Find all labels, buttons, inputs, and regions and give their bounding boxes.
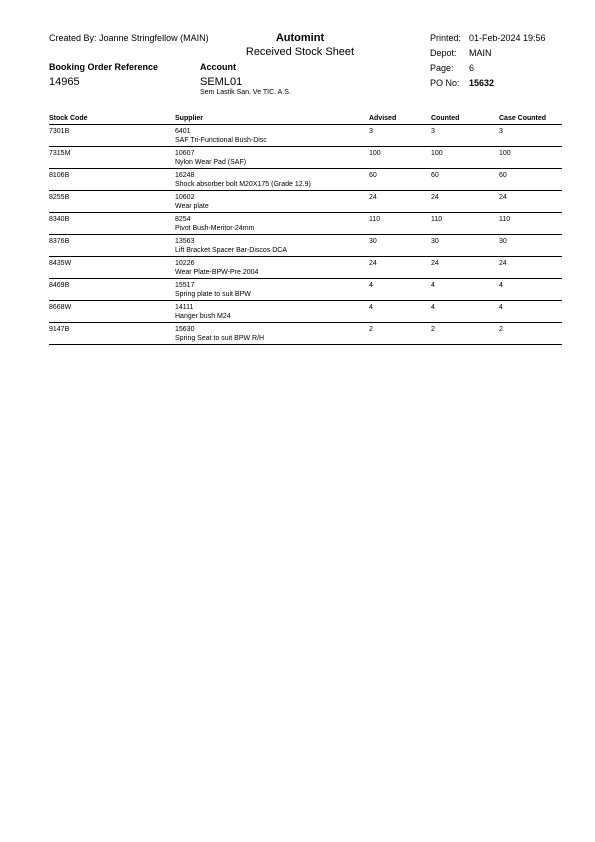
advised-qty: 24	[369, 260, 377, 267]
supplier-code: 10226	[175, 260, 195, 267]
booking-value: 14965	[49, 76, 80, 88]
stock-code: 7315M	[49, 150, 71, 157]
counted-qty: 24	[431, 260, 439, 267]
supplier-code: 10602	[175, 194, 195, 201]
col-advised: Advised	[369, 115, 397, 122]
item-description: Wear plate	[175, 203, 209, 210]
stock-code: 8435W	[49, 260, 72, 267]
table-row	[49, 257, 562, 279]
po-label: PO No:	[430, 78, 460, 88]
account-label: Account	[200, 62, 236, 72]
supplier-code: 10607	[175, 150, 195, 157]
case-counted-qty: 4	[499, 282, 503, 289]
case-counted-qty: 100	[499, 150, 511, 157]
page-label: Page:	[430, 63, 454, 73]
depot-label: Depot:	[430, 48, 457, 58]
item-description: Spring plate to suit BPW	[175, 291, 251, 298]
stock-code: 8668W	[49, 304, 72, 311]
item-description: Shock absorber bolt M20X175 (Grade 12.9)	[175, 181, 311, 188]
stock-code: 7301B	[49, 128, 70, 135]
depot-value: MAIN	[469, 48, 492, 58]
item-description: Lift Bracket Spacer Bar-Discos DCA	[175, 247, 288, 254]
col-supplier: Supplier	[175, 115, 204, 122]
stock-code: 8255B	[49, 194, 70, 201]
advised-qty: 2	[369, 326, 373, 333]
account-code: SEML01	[200, 76, 243, 88]
supplier-code: 13563	[175, 238, 195, 245]
sheet-title: Received Stock Sheet	[245, 46, 355, 58]
supplier-code: 16248	[175, 172, 195, 179]
item-description: SAF Tri-Functional Bush-Disc	[175, 137, 267, 144]
stock-code: 8340B	[49, 216, 70, 223]
supplier-code: 8254	[175, 216, 191, 223]
advised-qty: 24	[369, 194, 377, 201]
case-counted-qty: 110	[499, 216, 511, 223]
counted-qty: 100	[431, 150, 443, 157]
table-row	[49, 169, 562, 191]
counted-qty: 4	[431, 282, 435, 289]
counted-qty: 2	[431, 326, 435, 333]
printed-label: Printed:	[430, 33, 462, 43]
counted-qty: 24	[431, 194, 439, 201]
counted-qty: 60	[431, 172, 439, 179]
table-row	[49, 323, 562, 345]
col-counted: Counted	[431, 115, 460, 122]
case-counted-qty: 24	[499, 260, 507, 267]
page-number: 6	[469, 63, 475, 73]
supplier-code: 6401	[175, 128, 191, 135]
case-counted-qty: 2	[499, 326, 503, 333]
stock-code: 9147B	[49, 326, 70, 333]
case-counted-qty: 3	[499, 128, 503, 135]
case-counted-qty: 24	[499, 194, 507, 201]
supplier-code: 14111	[175, 304, 194, 311]
case-counted-qty: 30	[499, 238, 507, 245]
advised-qty: 110	[369, 216, 381, 223]
advised-qty: 30	[369, 238, 377, 245]
advised-qty: 3	[369, 128, 373, 135]
table-row	[49, 147, 562, 169]
case-counted-qty: 60	[499, 172, 507, 179]
created-by: Created By: Joanne Stringfellow (MAIN)	[49, 33, 209, 43]
stock-code: 8106B	[49, 172, 70, 179]
advised-qty: 4	[369, 304, 373, 311]
account-name: Sem Lastik San. Ve TIC. A.S.	[200, 89, 291, 96]
counted-qty: 4	[431, 304, 435, 311]
company-name: Automint	[275, 32, 325, 44]
case-counted-qty: 4	[499, 304, 503, 311]
advised-qty: 4	[369, 282, 373, 289]
item-description: Pivot Bush-Meritor-24mm	[175, 225, 255, 232]
col-stock-code: Stock Code	[49, 115, 88, 122]
supplier-code: 15630	[175, 326, 195, 333]
table-row	[49, 125, 562, 147]
table-row	[49, 279, 562, 301]
col-case-counted: Case Counted	[499, 115, 547, 122]
advised-qty: 60	[369, 172, 377, 179]
advised-qty: 100	[369, 150, 381, 157]
item-description: Nylon Wear Pad (SAF)	[175, 159, 247, 166]
stock-code: 8469B	[49, 282, 70, 289]
printed-value: 01-Feb-2024 19:56	[469, 33, 546, 43]
item-description: Hanger bush M24	[175, 313, 231, 320]
table-header	[49, 114, 562, 125]
supplier-code: 15517	[175, 282, 195, 289]
counted-qty: 30	[431, 238, 439, 245]
table-row	[49, 191, 562, 213]
table-row	[49, 301, 562, 323]
stock-table	[49, 114, 562, 345]
booking-label: Booking Order Reference	[49, 62, 159, 72]
counted-qty: 110	[431, 216, 443, 223]
item-description: Wear Plate-BPW-Pre 2004	[175, 269, 259, 276]
table-row	[49, 235, 562, 257]
item-description: Spring Seat to suit BPW R/H	[175, 335, 265, 342]
counted-qty: 3	[431, 128, 435, 135]
po-number: 15632	[469, 78, 495, 88]
stock-code: 8376B	[49, 238, 70, 245]
table-row	[49, 213, 562, 235]
